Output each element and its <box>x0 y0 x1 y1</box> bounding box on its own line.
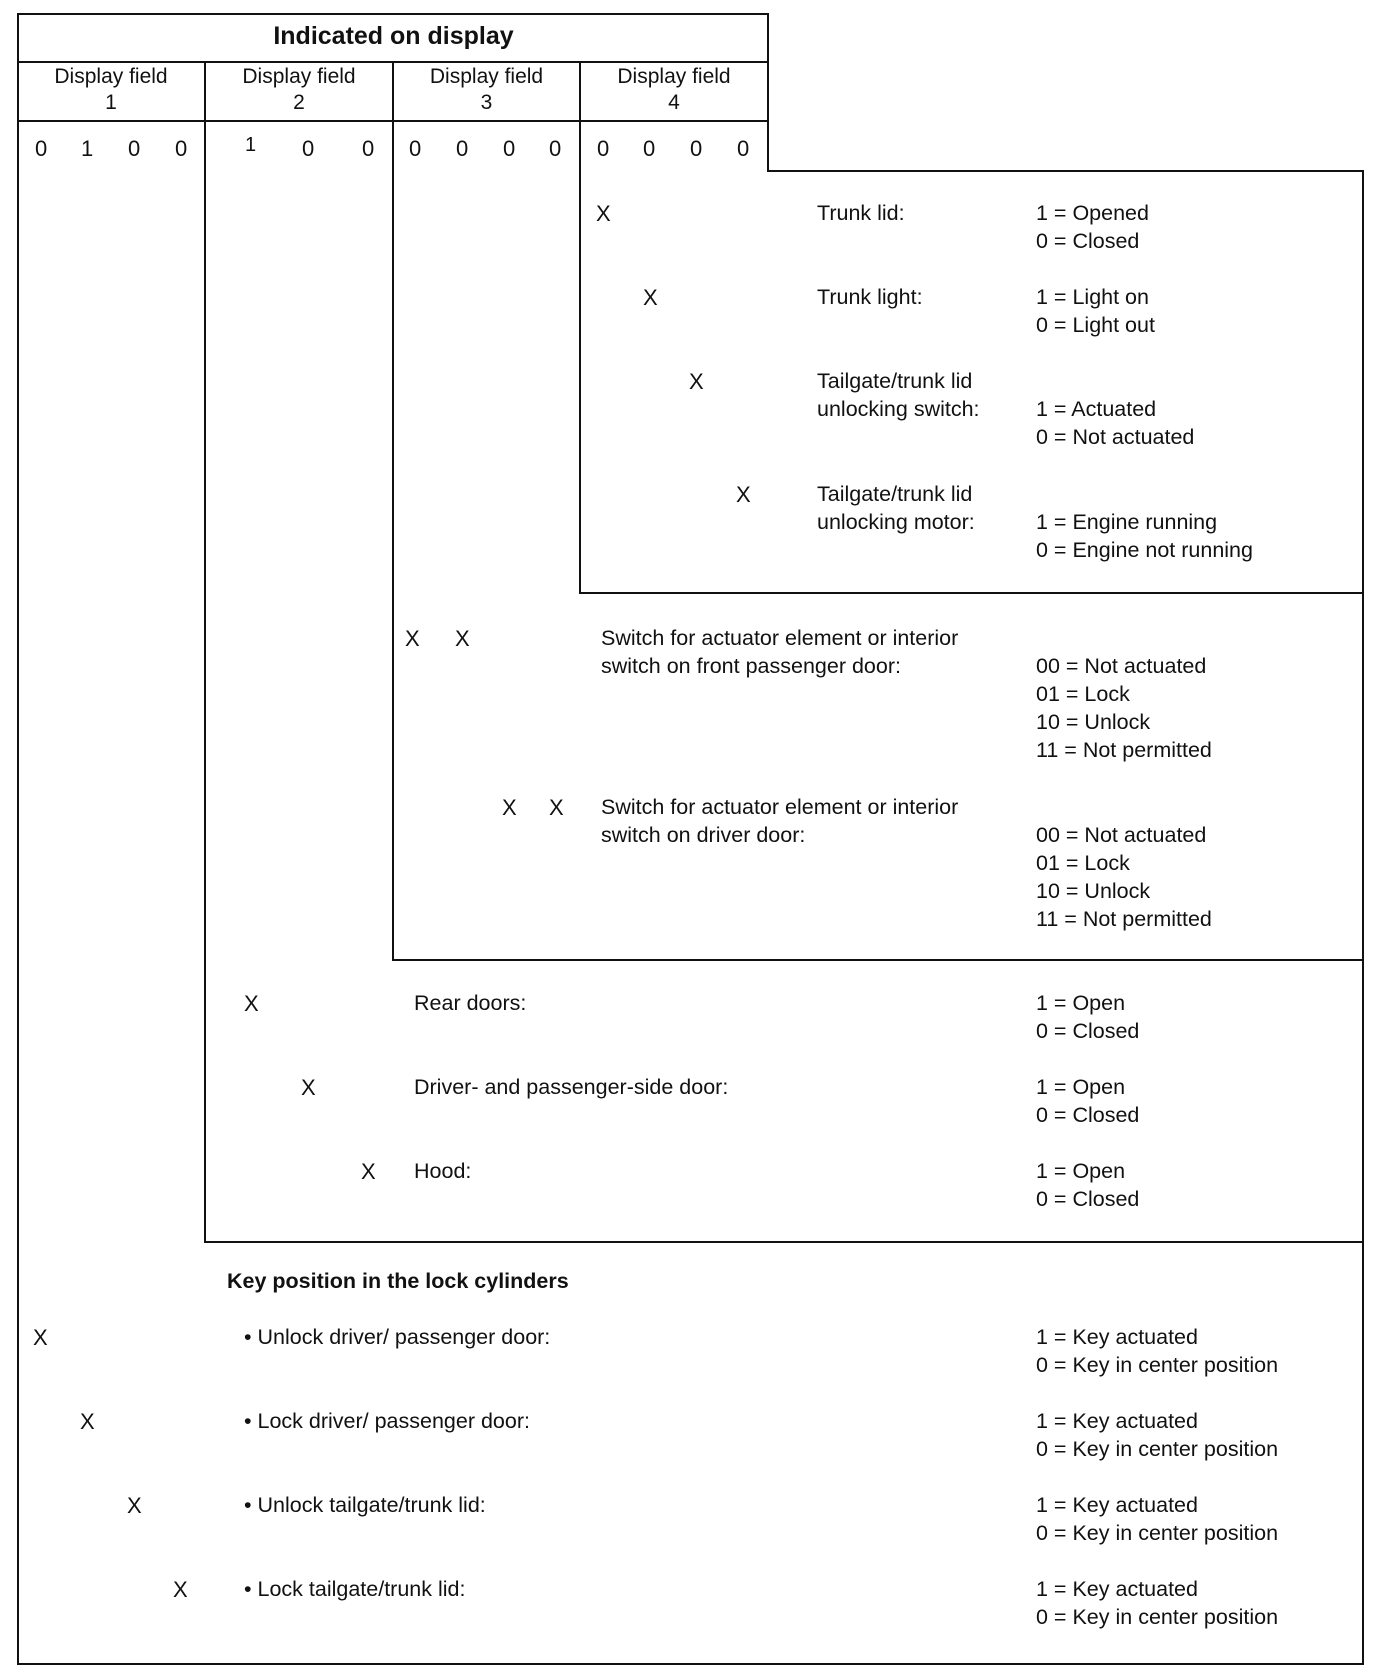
bit-marker: X <box>361 1159 376 1184</box>
entry-label-unlocking-switch <box>817 367 980 423</box>
value-line: 0 = Light out <box>1036 313 1155 337</box>
field2-digit: 0 <box>302 136 315 161</box>
value-line: 01 = Lock <box>1036 851 1130 875</box>
entry-label-front-passenger-switch <box>601 624 958 680</box>
bit-marker: X <box>549 795 564 820</box>
col-divider-1 <box>204 61 206 1243</box>
entry-label-unlocking-motor <box>817 480 975 536</box>
entry-values-front-passenger-switch <box>1036 652 1212 764</box>
label-line: Switch for actuator element or interior <box>601 626 959 650</box>
frame-right <box>1362 170 1364 1665</box>
value-line: 10 = Unlock <box>1036 879 1151 903</box>
bit-marker: X <box>502 795 517 820</box>
display-field-2-header <box>206 64 392 116</box>
entry-values-unlocking-motor <box>1036 508 1253 564</box>
entry-values-rear-doors <box>1036 989 1139 1045</box>
value-line: 0 = Closed <box>1036 1103 1140 1127</box>
frame-bottom <box>17 1663 1364 1665</box>
field1-digit: 0 <box>175 136 188 161</box>
entry-label-lock-driver-door: • Lock driver/ passenger door: <box>244 1409 530 1433</box>
value-line: 1 = Light on <box>1036 285 1149 309</box>
value-line: 1 = Key actuated <box>1036 1577 1198 1601</box>
bit-marker: X <box>455 626 470 651</box>
bit-marker: X <box>127 1493 142 1518</box>
entry-values-unlock-tailgate <box>1036 1491 1278 1547</box>
value-line: 1 = Engine running <box>1036 510 1218 534</box>
label-line: switch on driver door: <box>601 823 806 847</box>
bit-marker: X <box>736 482 751 507</box>
entry-values-unlock-driver-door <box>1036 1323 1278 1379</box>
display-field-4-label: Display field <box>617 65 731 88</box>
bit-marker: X <box>80 1409 95 1434</box>
label-line: Tailgate/trunk lid <box>817 482 973 506</box>
entry-values-lock-tailgate <box>1036 1575 1278 1631</box>
bit-marker: X <box>244 991 259 1016</box>
frame-left <box>17 13 19 1665</box>
entry-values-trunk-light <box>1036 283 1155 339</box>
key-position-heading: Key position in the lock cylinders <box>227 1269 569 1293</box>
entry-values-side-doors <box>1036 1073 1139 1129</box>
entry-values-hood <box>1036 1157 1139 1213</box>
entry-label-unlock-tailgate: • Unlock tailgate/trunk lid: <box>244 1493 486 1517</box>
entry-label-driver-switch <box>601 793 958 849</box>
value-line: 0 = Key in center position <box>1036 1353 1279 1377</box>
value-line: 0 = Not actuated <box>1036 425 1195 449</box>
entry-values-unlocking-switch <box>1036 395 1194 451</box>
display-field-3-label: Display field <box>429 65 544 88</box>
value-line: 0 = Key in center position <box>1036 1437 1279 1461</box>
value-line: 0 = Key in center position <box>1036 1605 1279 1629</box>
value-line: 1 = Actuated <box>1036 397 1157 421</box>
field3-digit: 0 <box>456 136 469 161</box>
entry-label-trunk-lid: Trunk lid: <box>817 201 905 225</box>
field3-box-bottom <box>392 959 1364 961</box>
entry-label-hood: Hood: <box>414 1159 472 1183</box>
entry-values-lock-driver-door <box>1036 1407 1278 1463</box>
label-line: Tailgate/trunk lid <box>817 369 973 393</box>
display-field-1-header <box>18 64 204 116</box>
label-line: Switch for actuator element or interior <box>601 795 959 819</box>
value-line: 11 = Not permitted <box>1036 738 1212 762</box>
table-title: Indicated on display <box>273 22 514 50</box>
display-field-3-number: 3 <box>480 91 493 114</box>
display-field-4-number: 4 <box>668 91 680 114</box>
value-line: 1 = Key actuated <box>1036 1493 1198 1517</box>
entry-label-rear-doors: Rear doors: <box>414 991 527 1015</box>
entry-values-driver-switch <box>1036 821 1212 933</box>
col-divider-3 <box>579 61 581 594</box>
value-line: 11 = Not permitted <box>1036 907 1212 931</box>
label-line: switch on front passenger door: <box>601 654 901 678</box>
entry-label-trunk-light: Trunk light: <box>817 285 923 309</box>
entry-values-trunk-lid <box>1036 199 1149 255</box>
label-line: unlocking motor: <box>817 510 975 534</box>
entry-label-side-doors: Driver- and passenger-side door: <box>414 1075 729 1099</box>
field2-digit: 1 <box>245 134 257 156</box>
bit-marker: X <box>405 626 420 651</box>
value-line: 10 = Unlock <box>1036 710 1151 734</box>
field1-digit: 0 <box>35 136 48 161</box>
field4-digit: 0 <box>643 136 656 161</box>
field1-digit: 0 <box>128 136 141 161</box>
value-line: 00 = Not actuated <box>1036 823 1207 847</box>
entry-label-lock-tailgate: • Lock tailgate/trunk lid: <box>244 1577 466 1601</box>
value-line: 0 = Engine not running <box>1036 538 1253 562</box>
display-field-2-label: Display field <box>242 65 356 88</box>
bit-marker: X <box>596 201 611 226</box>
value-line: 0 = Key in center position <box>1036 1521 1279 1545</box>
bit-marker: X <box>643 285 658 310</box>
field3-digit: 0 <box>549 136 562 161</box>
display-field-4-header <box>581 64 767 116</box>
value-line: 0 = Closed <box>1036 229 1140 253</box>
bit-marker: X <box>173 1577 188 1602</box>
display-field-3-header <box>394 64 579 116</box>
field4-digit: 0 <box>737 136 750 161</box>
field4-digit: 0 <box>597 136 610 161</box>
field4-box-bottom <box>579 592 1364 594</box>
field2-digit: 0 <box>362 136 375 161</box>
display-field-1-number: 1 <box>105 91 117 114</box>
label-line: unlocking switch: <box>817 397 980 421</box>
value-line: 1 = Opened <box>1036 201 1149 225</box>
step-top <box>767 170 1364 172</box>
value-line: 1 = Open <box>1036 991 1126 1015</box>
display-field-1-label: Display field <box>54 65 168 88</box>
value-line: 01 = Lock <box>1036 682 1130 706</box>
bit-marker: X <box>301 1075 316 1100</box>
col-divider-2 <box>392 61 394 961</box>
field4-digit: 0 <box>690 136 703 161</box>
bit-marker: X <box>33 1325 48 1350</box>
value-line: 00 = Not actuated <box>1036 654 1207 678</box>
bit-marker: X <box>689 369 704 394</box>
display-field-2-number: 2 <box>293 91 305 114</box>
field2-box-bottom <box>204 1241 1364 1243</box>
frame-top <box>18 13 769 15</box>
value-line: 1 = Key actuated <box>1036 1325 1198 1349</box>
value-line: 0 = Closed <box>1036 1019 1140 1043</box>
field1-digit: 1 <box>81 136 94 161</box>
field3-digit: 0 <box>409 136 422 161</box>
field3-digit: 0 <box>503 136 516 161</box>
value-line: 0 = Closed <box>1036 1187 1140 1211</box>
entry-label-unlock-driver-door: • Unlock driver/ passenger door: <box>244 1325 551 1349</box>
value-line: 1 = Open <box>1036 1075 1126 1099</box>
value-line: 1 = Open <box>1036 1159 1126 1183</box>
value-line: 1 = Key actuated <box>1036 1409 1198 1433</box>
